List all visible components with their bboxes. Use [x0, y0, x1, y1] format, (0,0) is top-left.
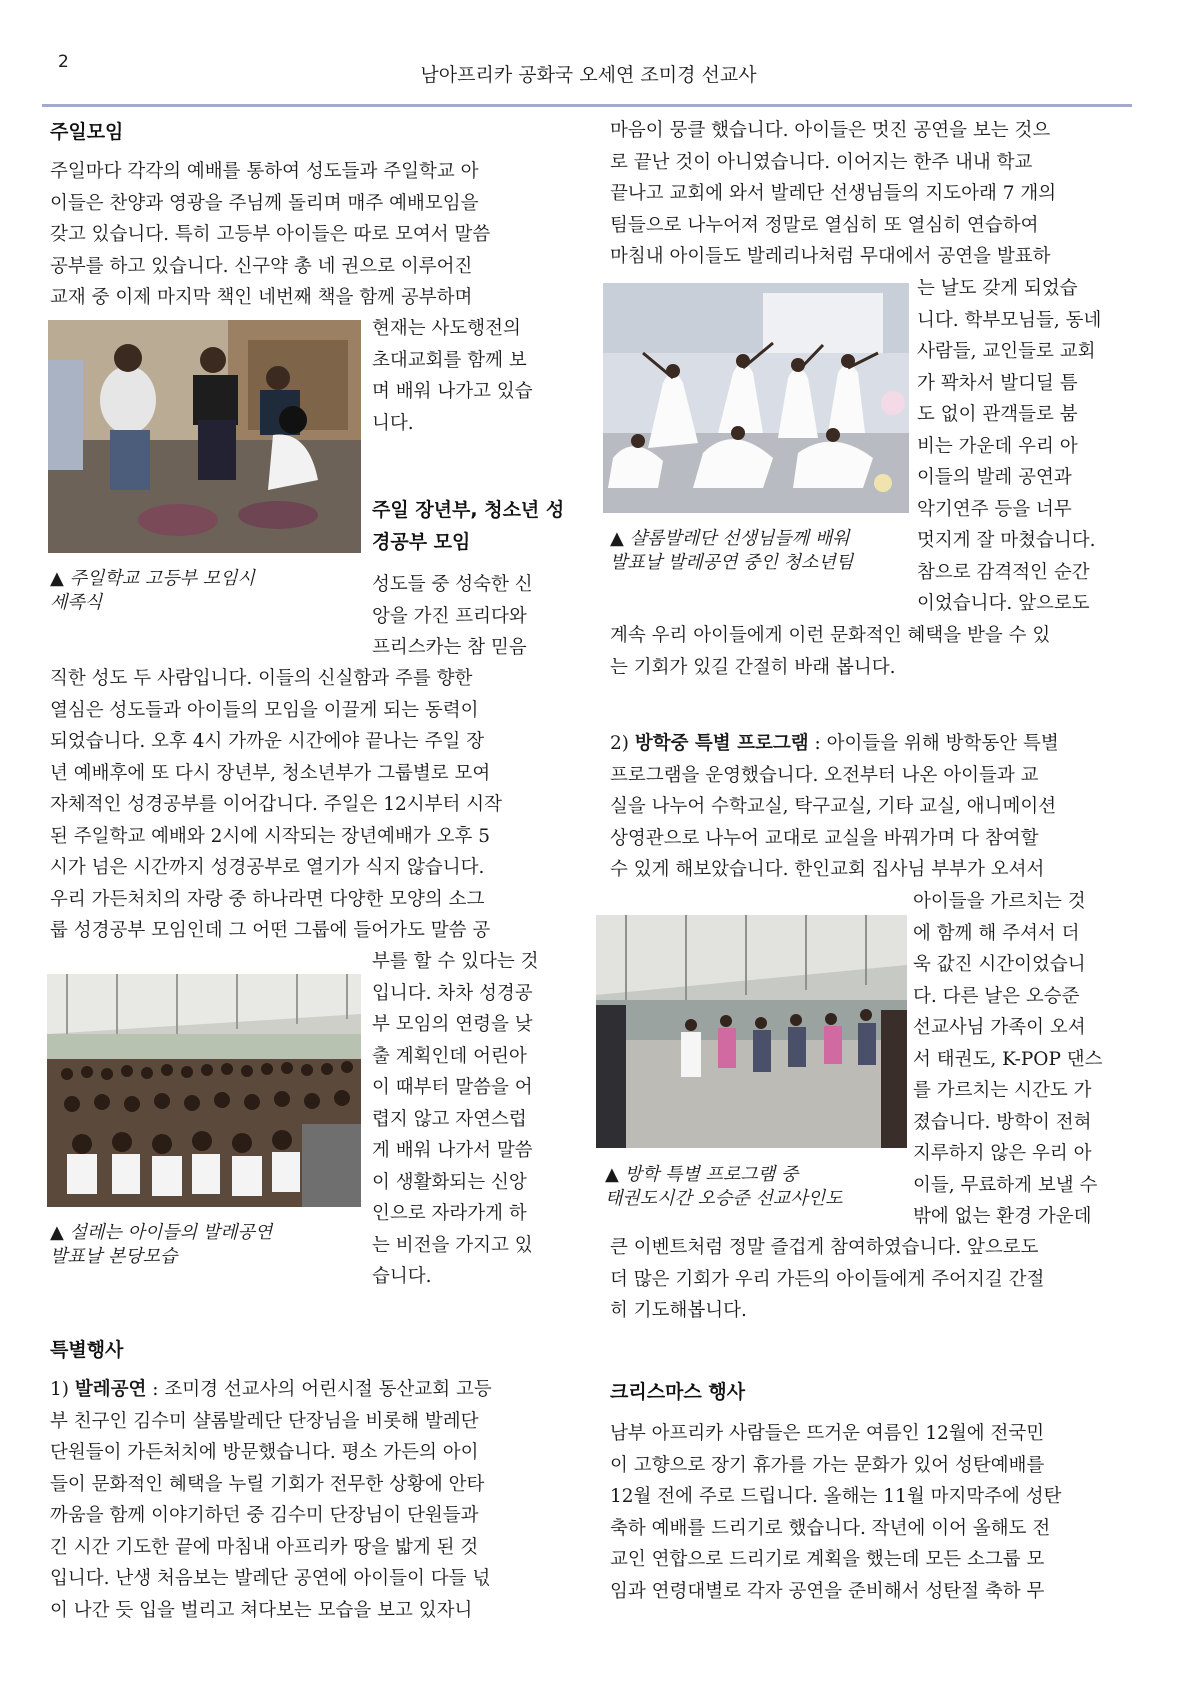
text-line: 되었습니다. 오후 4시 가까운 시간에야 끝나는 주일 장: [50, 731, 485, 752]
text-line: 입니다. 난생 처음보는 발레단 공연에 아이들이 다들 넋: [50, 1568, 491, 1589]
caption-line: ▲ 방학 특별 프로그램 중: [605, 1164, 799, 1185]
text-line: 게 배워 나가서 말씀: [372, 1140, 533, 1161]
text-line: 현재는 사도행전의: [372, 318, 521, 339]
text-line: 마음이 뭉클 했습니다. 아이들은 멋진 공연을 보는 것으: [610, 120, 1051, 141]
text-line: 멋지게 잘 마쳤습니다.: [917, 530, 1096, 551]
text-line: 렵지 않고 자연스럽: [372, 1108, 527, 1130]
vacation-body: [610, 728, 1059, 886]
text-line: 된 주일학교 예배와 2시에 시작되는 장년예배가 오후 5: [50, 825, 490, 847]
text-line: 더 많은 기회가 우리 가든의 아이들에게 주어지길 간절: [610, 1268, 1045, 1290]
text-line: 년 예배후에 또 다시 장년부, 청소년부가 그룹별로 모여: [50, 762, 491, 784]
ballet-caption: [610, 527, 853, 575]
christmas-heading: 크리스마스 행사: [610, 1381, 746, 1403]
youth-heading: [372, 494, 564, 558]
vacation-first-line: : 아이들을 위해 방학동안 특별: [808, 733, 1059, 754]
ballet-number: 1): [50, 1379, 75, 1400]
text-line: 축하 예배를 드리기로 했습니다. 작년에 이어 올해도 전: [610, 1517, 1051, 1539]
vacation-body-wrap: [913, 886, 1103, 1233]
text-line: 주일마다 각각의 예배를 통하여 성도들과 주일학교 아: [50, 161, 479, 182]
text-line: 끝나고 교회에 와서 발레단 선생님들의 지도아래 7 개의: [610, 183, 1057, 204]
caption-line: 발표날 본당모습: [50, 1246, 178, 1267]
text-line: 습니다.: [372, 1266, 432, 1287]
text-line: 이 생활화되는 신앙: [372, 1171, 527, 1193]
text-line: 비는 가운데 우리 아: [917, 435, 1078, 457]
youth-body: [50, 663, 502, 947]
christmas-body: [610, 1418, 1062, 1607]
sunday-body-wrap: [372, 313, 533, 439]
text-line: 자체적인 성경공부를 이어갑니다. 주일은 12시부터 시작: [50, 794, 502, 815]
text-line: 프로그램을 운영했습니다. 오전부터 나온 아이들과 교: [610, 764, 1039, 786]
text-line: 아이들을 가르치는 것: [913, 891, 1086, 912]
text-line: 욱 값진 시간이었습니: [913, 954, 1086, 975]
text-line: 계속 우리 아이들에게 이런 문화적인 혜택을 받을 수 있: [610, 625, 1051, 646]
text-line: 열심은 성도들과 아이들의 모임을 이끌게 되는 동력이: [50, 699, 479, 721]
text-line: 상영관으로 나누어 교대로 교실을 바꿔가며 다 참여할: [610, 827, 1039, 849]
text-line: 수 있게 해보았습니다. 한인교회 집사님 부부가 오셔서: [610, 859, 1045, 880]
text-line: 부를 할 수 있다는 것: [372, 951, 539, 972]
text-line: 출 계획인데 어린아: [372, 1045, 527, 1067]
header-divider: [42, 104, 1132, 107]
text-line: 입니다. 차차 성경공: [372, 982, 533, 1004]
text-line: 앙을 가진 프리다와: [372, 605, 527, 627]
text-line: 들이 문화적인 혜택을 누릴 기회가 전무한 상황에 안타: [50, 1473, 485, 1495]
text-line: 갖고 있습니다. 특히 고등부 아이들은 따로 모여서 말씀: [50, 224, 491, 245]
special-heading: 특별행사: [50, 1339, 124, 1361]
text-line: 서 태권도, K-POP 댄스: [913, 1048, 1103, 1070]
text-line: 프리스카는 참 믿음: [372, 637, 527, 658]
text-line: 이 때부터 말씀을 어: [372, 1077, 533, 1098]
text-line: 지루하지 않은 우리 아: [913, 1143, 1092, 1164]
text-line: 우리 가든처치의 자랑 중 하나라면 다양한 모양의 소그: [50, 888, 485, 910]
caption-line: 세족식: [50, 592, 103, 613]
heading-line: 경공부 모임: [372, 531, 471, 553]
caption-line: 발표날 발레공연 중인 청소년팀: [610, 552, 854, 573]
text-line: 밖에 없는 환경 가운데: [913, 1206, 1092, 1227]
text-line: 팀들으로 나누어져 정말로 열심히 또 열심히 연습하여: [610, 214, 1039, 236]
footwashing-photo: [48, 320, 361, 553]
text-line: 이 고향으로 장기 휴가를 가는 문화가 있어 성탄예배를: [610, 1454, 1045, 1476]
text-line: 니다.: [372, 412, 414, 434]
text-line: 는 기회가 있길 간절히 바래 봅니다.: [610, 656, 896, 678]
text-line: 룹 성경공부 모임인데 그 어떤 그룹에 들어가도 말씀 공: [50, 920, 491, 941]
text-line: 에 함께 해 주셔서 더: [913, 922, 1080, 944]
text-line: 초대교회를 함께 보: [372, 349, 527, 371]
footwashing-caption: [50, 567, 255, 615]
ballet-body: [50, 1374, 492, 1626]
vacation-number: 2): [610, 733, 635, 754]
text-line: 이들의 발레 공연과: [917, 467, 1072, 488]
text-line: 이었습니다. 앞으로도: [917, 593, 1090, 614]
caption-line: ▲ 샬롬발레단 선생님들께 배워: [610, 528, 850, 549]
text-line: 로 끝난 것이 아니였습니다. 이어지는 한주 내내 학교: [610, 151, 1033, 173]
ballet-cont-wrap: [917, 273, 1101, 620]
audience-caption: [50, 1221, 272, 1269]
text-line: 공부를 하고 있습니다. 신구약 총 네 권으로 이루어진: [50, 255, 473, 277]
text-line: 사람들, 교인들로 교회: [917, 341, 1096, 362]
text-line: [610, 728, 1059, 760]
text-line: 단원들이 가든처치에 방문했습니다. 평소 가든의 아이: [50, 1442, 479, 1463]
text-line: 직한 성도 두 사람입니다. 이들의 신실함과 주를 향한: [50, 668, 473, 689]
taekwondo-photo: [596, 915, 907, 1148]
caption-line: ▲ 주일학교 고등부 모임시: [50, 568, 255, 589]
ballet-title: 발레공연: [74, 1379, 147, 1400]
audience-photo: [47, 974, 361, 1207]
text-line: 시가 넘은 시간까지 성경공부로 열기가 식지 않습니다.: [50, 857, 485, 878]
text-line: 다. 다른 날은 오승준: [913, 985, 1080, 1007]
text-line: 이들, 무료하게 보낼 수: [913, 1174, 1098, 1196]
text-line: 니다. 학부모님들, 동네: [917, 309, 1102, 331]
text-line: 부 친구인 김수미 샬롬발레단 단장님을 비롯해 발레단: [50, 1410, 479, 1432]
text-line: 남부 아프리카 사람들은 뜨거운 여름인 12월에 전국민: [610, 1423, 1045, 1444]
text-line: 부 모임의 연령을 낮: [372, 1014, 533, 1035]
caption-line: ▲ 설레는 아이들의 발레공연: [50, 1222, 273, 1243]
page-header-title: 남아프리카 공화국 오세연 조미경 선교사: [420, 64, 757, 86]
text-line: 히 기도해봅니다.: [610, 1300, 747, 1321]
youth-body-wrap-top: [372, 569, 533, 664]
text-line: 교재 중 이제 마지막 책인 네번째 책을 함께 공부하며: [50, 287, 473, 308]
vacation-body-end: [610, 1232, 1044, 1327]
text-line: 며 배워 나가고 있습: [372, 381, 533, 402]
text-line: 가 꽉차서 발디딜 틈: [917, 372, 1078, 394]
sunday-body: [50, 156, 490, 314]
text-line: 를 가르치는 시간도 가: [913, 1080, 1092, 1101]
text-line: 교인 연합으로 드리기로 계획을 했는데 모든 소그룹 모: [610, 1549, 1045, 1570]
text-line: 긴 시간 기도한 끝에 마침내 아프리카 땅을 밟게 된 것: [50, 1536, 479, 1558]
text-line: 는 날도 갖게 되었습: [917, 278, 1078, 299]
taekwondo-caption: [605, 1163, 843, 1211]
text-line: [50, 1374, 492, 1406]
text-line: 성도들 중 성숙한 신: [372, 574, 533, 595]
ballet-first-line: : 조미경 선교사의 어린시절 동산교회 고등: [146, 1379, 492, 1400]
heading-line: 주일 장년부, 청소년 성: [372, 499, 565, 521]
text-line: 참으로 감격적인 순간: [917, 561, 1090, 583]
sunday-heading: 주일모임: [50, 121, 124, 143]
text-line: 인으로 자라가게 하: [372, 1203, 527, 1224]
text-line: 큰 이벤트처럼 정말 즐겁게 참여하였습니다. 앞으로도: [610, 1237, 1039, 1258]
text-line: 12월 전에 주로 드립니다. 올해는 11월 마지막주에 성탄: [610, 1486, 1062, 1507]
text-line: 악기연주 등을 너무: [917, 498, 1072, 520]
youth-body-wrap-bottom: [372, 946, 539, 1293]
text-line: 선교사님 가족이 오셔: [913, 1017, 1086, 1038]
text-line: 도 없이 관객들로 붐: [917, 404, 1078, 425]
text-line: 이들은 찬양과 영광을 주님께 돌리며 매주 예배모임을: [50, 192, 479, 214]
ballet-photo: [603, 283, 909, 513]
page-number: 2: [58, 52, 69, 72]
ballet-cont-body: [610, 115, 1056, 273]
text-line: 는 비전을 가지고 있: [372, 1234, 533, 1256]
vacation-title: 방학중 특별 프로그램: [634, 733, 809, 754]
ballet-cont-end: [610, 620, 1050, 683]
text-line: 임과 연령대별로 각자 공연을 준비해서 성탄절 축하 무: [610, 1580, 1045, 1602]
text-line: 까움을 함께 이야기하던 중 김수미 단장님이 단원들과: [50, 1505, 479, 1526]
caption-line: 태권도시간 오승준 선교사인도: [605, 1188, 843, 1209]
text-line: 마침내 아이들도 발레리나처럼 무대에서 공연을 발표하: [610, 246, 1051, 267]
text-line: 실을 나누어 수학교실, 탁구교실, 기타 교실, 애니메이션: [610, 796, 1057, 817]
text-line: 졌습니다. 방학이 전혀: [913, 1111, 1092, 1133]
text-line: 이 나간 듯 입을 벌리고 쳐다보는 모습을 보고 있자니: [50, 1599, 473, 1621]
